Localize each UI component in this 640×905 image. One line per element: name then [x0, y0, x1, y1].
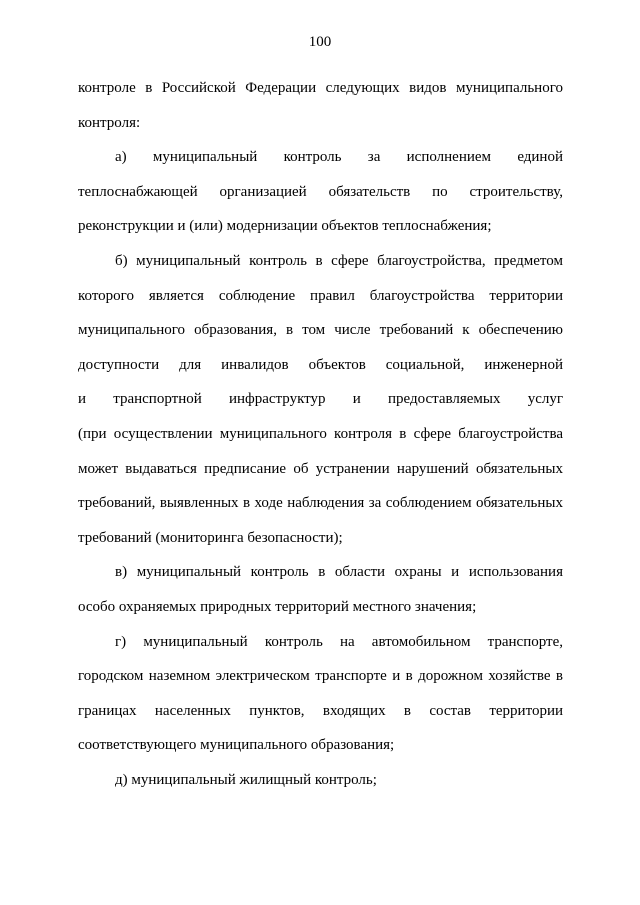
text-line: реконструкции и (или) модернизации объектов теплоснабжения;	[78, 218, 492, 235]
text-line: границах населенных пунктов, входящих в состав территории	[78, 702, 563, 719]
text-line: которого является соблюдение правил благоустройства территории	[78, 287, 563, 304]
text-line: контроле в Российской Федерации следующих видов муниципального	[78, 80, 563, 96]
text-line: (при осуществлении муниципального контроля в сфере благоустройства	[78, 425, 563, 442]
text-line: может выдаваться предписание об устранении нарушений обязательных	[78, 460, 563, 477]
text-line: соответствующего муниципального образования;	[78, 737, 395, 754]
paragraph-a-line: а) муниципальный контроль за исполнением единой	[115, 149, 563, 166]
page-number: 100	[308, 34, 332, 50]
text-line: требований (мониторинга безопасности);	[78, 529, 343, 546]
text-line: доступности для инвалидов объектов социальной, инженерной	[78, 356, 563, 373]
text-line: теплоснабжающей организацией обязательств по строительству,	[78, 183, 563, 200]
document-body	[78, 71, 563, 797]
paragraph-g-line: г) муниципальный контроль на автомобильном транспорте,	[115, 633, 563, 650]
text-line: контроля:	[78, 114, 141, 131]
text-line: муниципального образования, в том числе требований к обеспечению	[78, 322, 563, 339]
paragraph-v-line: в) муниципальный контроль в области охраны и использования	[115, 564, 563, 581]
text-line: требований, выявленных в ходе наблюдения за соблюдением обязательных	[78, 495, 563, 512]
text-line: и транспортной инфраструктур и предоставляемых услуг	[78, 391, 563, 408]
paragraph-d-line: д) муниципальный жилищный контроль;	[115, 771, 377, 788]
paragraph-b-line: б) муниципальный контроль в сфере благоустройства, предметом	[115, 252, 563, 269]
text-line: особо охраняемых природных территорий местного значения;	[78, 598, 477, 615]
text-line: городском наземном электрическом транспорте и в дорожном хозяйстве в	[78, 668, 563, 685]
